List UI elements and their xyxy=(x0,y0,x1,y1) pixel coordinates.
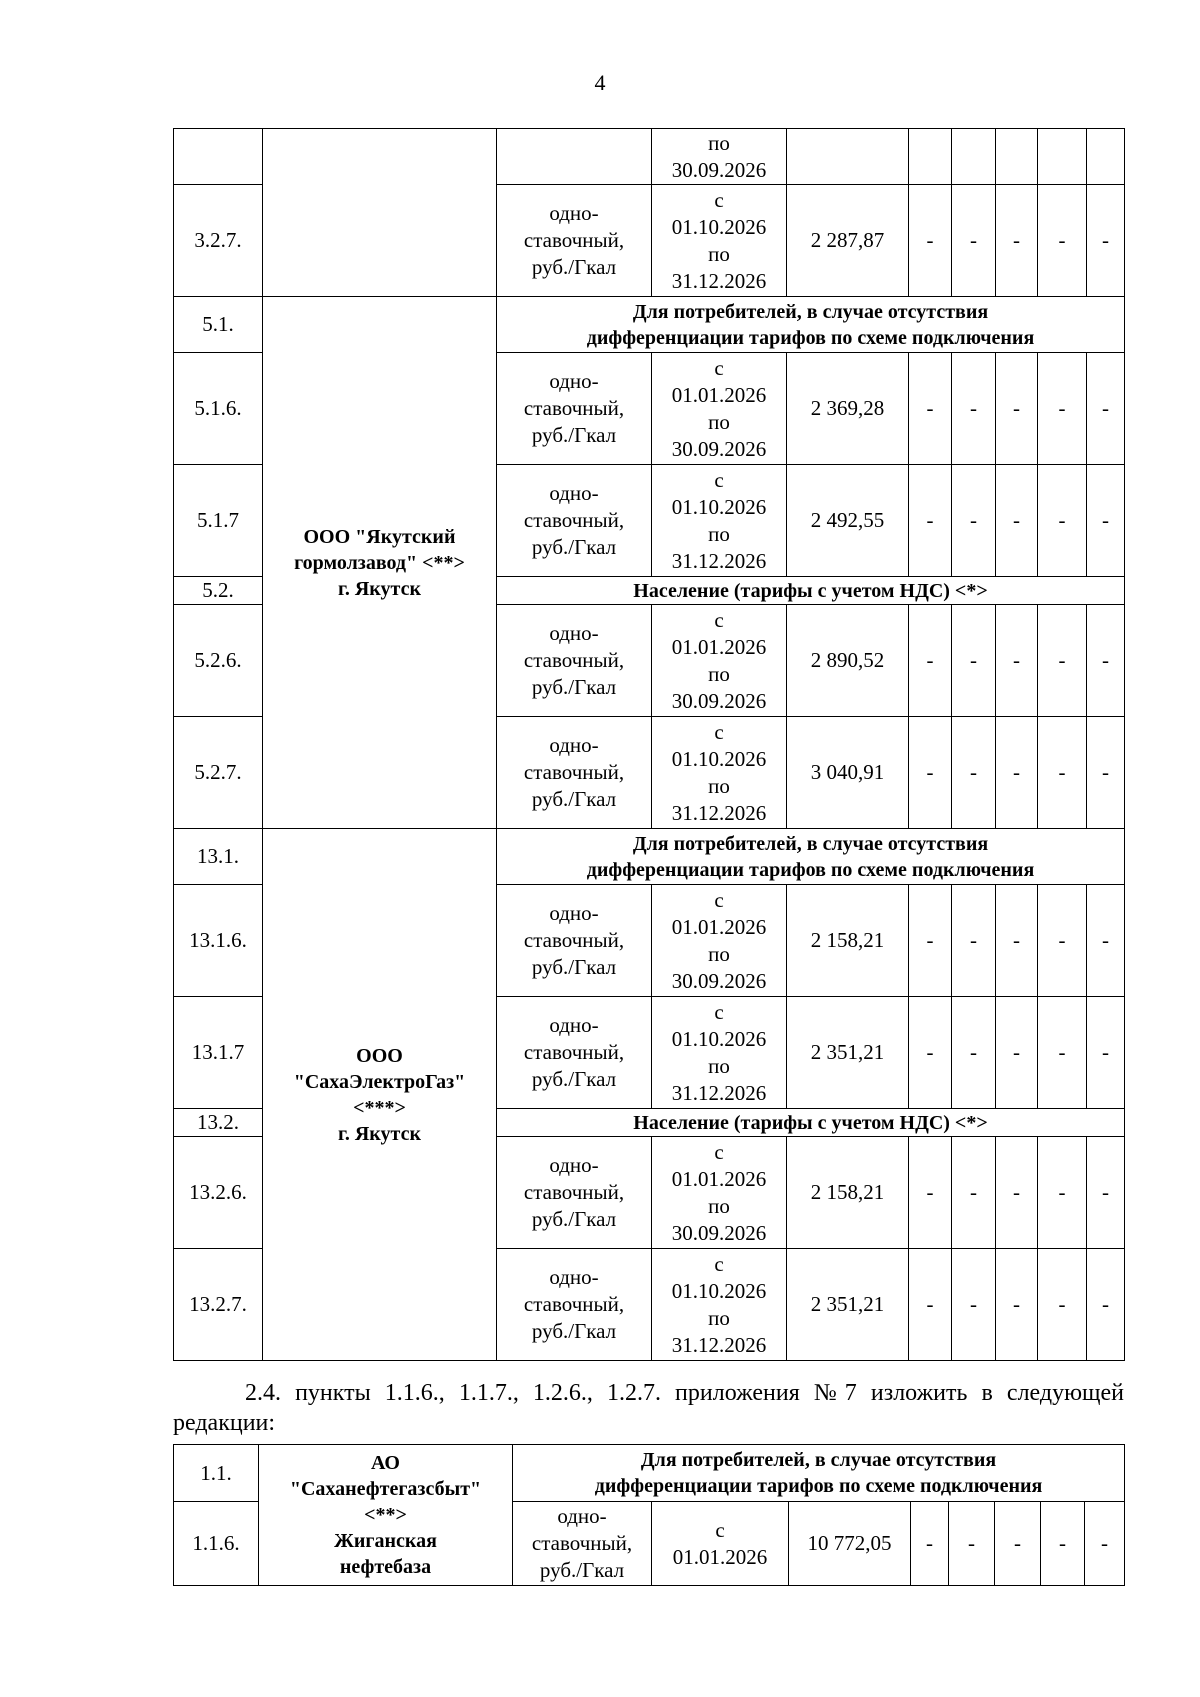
section-header: Население (тарифы с учетом НДС) <*> xyxy=(497,1109,1125,1137)
row-number: 5.1. xyxy=(174,297,263,353)
dash-cell: - xyxy=(996,605,1038,717)
tariff-value: 2 351,21 xyxy=(787,997,909,1109)
dash-cell: - xyxy=(952,605,996,717)
section-header: Для потребителей, в случае отсутствия дифференциации тарифов по схеме подключения xyxy=(513,1445,1125,1502)
dash-cell xyxy=(996,129,1038,185)
tariff-table-appendix-7 xyxy=(173,1444,1125,1586)
tariff-period: с 01.10.2026 по 31.12.2026 xyxy=(652,465,787,577)
tariff-type: одно- ставочный, руб./Гкал xyxy=(497,1137,652,1249)
tariff-period: с 01.01.2026 xyxy=(652,1502,789,1586)
dash-cell: - xyxy=(1038,353,1087,465)
dash-cell: - xyxy=(1038,605,1087,717)
tariff-table-main xyxy=(173,128,1125,1361)
dash-cell: - xyxy=(1087,1249,1125,1361)
dash-cell: - xyxy=(996,1249,1038,1361)
dash-cell: - xyxy=(1087,997,1125,1109)
dash-cell: - xyxy=(996,465,1038,577)
dash-cell: - xyxy=(1038,717,1087,829)
row-number: 13.1.6. xyxy=(174,885,263,997)
tariff-period: по 30.09.2026 xyxy=(652,129,787,185)
organization-name: АО "Саханефтегазсбыт" <**> Жиганская нефтебаза xyxy=(259,1445,513,1586)
dash-cell: - xyxy=(911,1502,949,1586)
dash-cell: - xyxy=(1087,717,1125,829)
table-row-section-header xyxy=(174,829,1125,885)
paragraph-2-4: 2.4. пункты 1.1.6., 1.1.7., 1.2.6., 1.2.7. приложения №7 изложить в следующей редакции: xyxy=(173,1380,1124,1436)
row-number: 5.2.7. xyxy=(174,717,263,829)
tariff-value: 2 158,21 xyxy=(787,885,909,997)
row-number: 5.2. xyxy=(174,577,263,605)
dash-cell: - xyxy=(996,353,1038,465)
organization-name: ООО "Якутский гормолзавод" <**> г. Якутск xyxy=(263,297,497,829)
tariff-value: 2 890,52 xyxy=(787,605,909,717)
tariff-value xyxy=(787,129,909,185)
section-header: Для потребителей, в случае отсутствия дифференциации тарифов по схеме подключения xyxy=(497,297,1125,353)
row-number: 13.1. xyxy=(174,829,263,885)
dash-cell: - xyxy=(1085,1502,1125,1586)
tariff-type: одно- ставочный, руб./Гкал xyxy=(513,1502,652,1586)
dash-cell: - xyxy=(1038,997,1087,1109)
dash-cell: - xyxy=(949,1502,995,1586)
dash-cell xyxy=(952,129,996,185)
dash-cell: - xyxy=(909,1137,952,1249)
tariff-value: 3 040,91 xyxy=(787,717,909,829)
dash-cell: - xyxy=(1038,885,1087,997)
dash-cell: - xyxy=(996,185,1038,297)
row-number: 5.1.6. xyxy=(174,353,263,465)
dash-cell: - xyxy=(952,185,996,297)
tariff-value: 10 772,05 xyxy=(789,1502,911,1586)
dash-cell: - xyxy=(1038,185,1087,297)
dash-cell: - xyxy=(1038,1249,1087,1361)
dash-cell: - xyxy=(909,185,952,297)
dash-cell: - xyxy=(996,717,1038,829)
tariff-value: 2 369,28 xyxy=(787,353,909,465)
tariff-type: одно- ставочный, руб./Гкал xyxy=(497,185,652,297)
dash-cell: - xyxy=(952,885,996,997)
organization-name: ООО "СахаЭлектроГаз" <***> г. Якутск xyxy=(263,829,497,1361)
tariff-type: одно- ставочный, руб./Гкал xyxy=(497,997,652,1109)
dash-cell: - xyxy=(952,717,996,829)
dash-cell: - xyxy=(909,885,952,997)
row-number: 3.2.7. xyxy=(174,185,263,297)
dash-cell: - xyxy=(909,997,952,1109)
dash-cell: - xyxy=(1087,353,1125,465)
dash-cell: - xyxy=(952,353,996,465)
tariff-period: с 01.10.2026 по 31.12.2026 xyxy=(652,185,787,297)
dash-cell: - xyxy=(909,465,952,577)
dash-cell: - xyxy=(1087,1137,1125,1249)
table-row-section-header xyxy=(174,297,1125,353)
tariff-value: 2 351,21 xyxy=(787,1249,909,1361)
tariff-period: с 01.01.2026 по 30.09.2026 xyxy=(652,885,787,997)
tariff-type: одно- ставочный, руб./Гкал xyxy=(497,465,652,577)
tariff-type: одно- ставочный, руб./Гкал xyxy=(497,885,652,997)
dash-cell: - xyxy=(952,1137,996,1249)
organization-name xyxy=(263,129,497,297)
dash-cell xyxy=(1038,129,1087,185)
dash-cell: - xyxy=(1087,885,1125,997)
dash-cell xyxy=(1087,129,1125,185)
table-row xyxy=(174,129,1125,185)
tariff-type: одно- ставочный, руб./Гкал xyxy=(497,353,652,465)
tariff-period: с 01.10.2026 по 31.12.2026 xyxy=(652,997,787,1109)
row-number: 13.2.7. xyxy=(174,1249,263,1361)
row-number: 5.2.6. xyxy=(174,605,263,717)
tariff-period: с 01.10.2026 по 31.12.2026 xyxy=(652,717,787,829)
dash-cell: - xyxy=(952,1249,996,1361)
tariff-period: с 01.01.2026 по 30.09.2026 xyxy=(652,353,787,465)
dash-cell: - xyxy=(1041,1502,1085,1586)
section-header: Для потребителей, в случае отсутствия дифференциации тарифов по схеме подключения xyxy=(497,829,1125,885)
dash-cell: - xyxy=(1087,185,1125,297)
dash-cell: - xyxy=(996,997,1038,1109)
table-row-header-1-1 xyxy=(174,1445,1125,1502)
section-header: Население (тарифы с учетом НДС) <*> xyxy=(497,577,1125,605)
row-number: 1.1.6. xyxy=(174,1502,259,1586)
dash-cell: - xyxy=(996,1137,1038,1249)
row-number: 13.1.7 xyxy=(174,997,263,1109)
tariff-type xyxy=(497,129,652,185)
dash-cell: - xyxy=(952,465,996,577)
row-number: 1.1. xyxy=(174,1445,259,1502)
dash-cell: - xyxy=(996,885,1038,997)
tariff-type: одно- ставочный, руб./Гкал xyxy=(497,717,652,829)
dash-cell: - xyxy=(952,997,996,1109)
row-number: 5.1.7 xyxy=(174,465,263,577)
dash-cell: - xyxy=(909,605,952,717)
page-number: 4 xyxy=(594,70,606,95)
dash-cell: - xyxy=(995,1502,1041,1586)
tariff-type: одно- ставочный, руб./Гкал xyxy=(497,1249,652,1361)
dash-cell: - xyxy=(909,717,952,829)
dash-cell: - xyxy=(909,353,952,465)
tariff-value: 2 287,87 xyxy=(787,185,909,297)
dash-cell: - xyxy=(1038,465,1087,577)
dash-cell xyxy=(909,129,952,185)
dash-cell: - xyxy=(1087,605,1125,717)
tariff-value: 2 158,21 xyxy=(787,1137,909,1249)
row-number: 13.2.6. xyxy=(174,1137,263,1249)
tariff-period: с 01.10.2026 по 31.12.2026 xyxy=(652,1249,787,1361)
row-number xyxy=(174,129,263,185)
dash-cell: - xyxy=(909,1249,952,1361)
tariff-period: с 01.01.2026 по 30.09.2026 xyxy=(652,1137,787,1249)
row-number: 13.2. xyxy=(174,1109,263,1137)
tariff-type: одно- ставочный, руб./Гкал xyxy=(497,605,652,717)
tariff-value: 2 492,55 xyxy=(787,465,909,577)
tariff-period: с 01.01.2026 по 30.09.2026 xyxy=(652,605,787,717)
dash-cell: - xyxy=(1038,1137,1087,1249)
dash-cell: - xyxy=(1087,465,1125,577)
